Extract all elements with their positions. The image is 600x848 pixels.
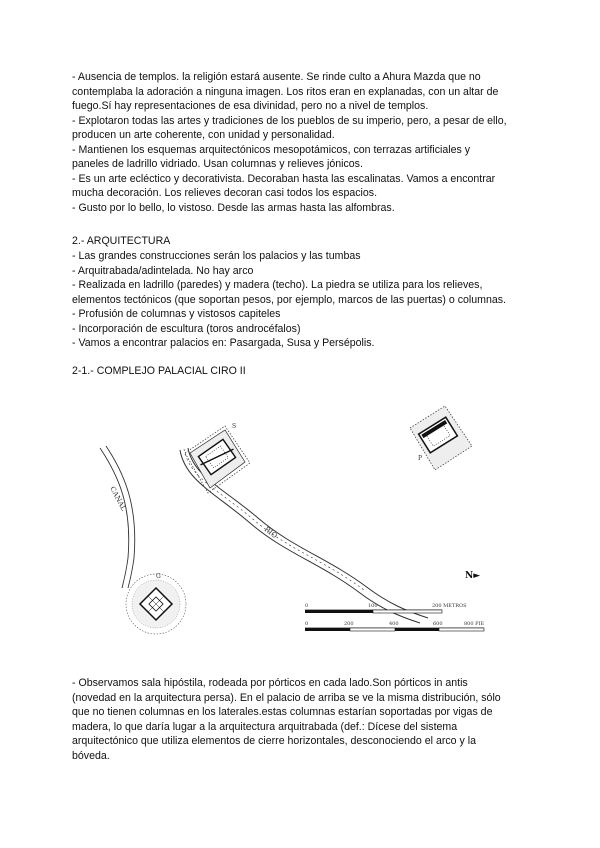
section2-item: elementos tectónicos (que soportan pesos, por ejemplo, marcos de las puertas) o columnas.: [72, 293, 506, 306]
intro-line: - Gusto por lo bello, lo vistoso. Desde las armas hasta las alfombras.: [72, 201, 395, 214]
section2-item: - Incorporación de escultura (toros androcéfalos): [72, 322, 301, 335]
section2-item: - Vamos a encontrar palacios en: Pasargada, Susa y Persépolis.: [72, 337, 375, 349]
scale-bottom-tick: 600: [433, 621, 443, 627]
section2-item: - Realizada en ladrillo (paredes) y madera (techo). La piedra se utiliza para los relieves,: [72, 279, 483, 291]
scale-bottom-tick: 0: [305, 621, 309, 627]
intro-line: - Es un arte ecléctico y decorativista. Decoraban hasta las escalinatas. Vamos a encontrar: [72, 172, 496, 185]
canal-label: CANAL: [108, 485, 128, 513]
intro-line: producen un arte coherente, con unidad y personalidad.: [72, 129, 335, 141]
river-label: RIO: [262, 525, 279, 541]
site-plan-figure: [80, 388, 520, 658]
intro-line: paneles de ladrillo vidriado. Usan columnas y relieves jónicos.: [72, 158, 363, 170]
gatehouse-g: [126, 574, 186, 634]
section2-item: - Arquitrabada/adintelada. No hay arco: [72, 264, 254, 277]
conclusion-line: madera, lo que daría lugar a la arquitectura arquitrabada (def.: Dícese del sistema: [72, 720, 458, 733]
north-arrow-icon: N►: [465, 571, 481, 581]
canal-lines: [100, 446, 135, 588]
scale-bottom-tick: 800 PIE: [464, 621, 485, 627]
scale-top-tick: 200 METROS: [432, 603, 467, 609]
conclusion-line: - Observamos sala hipóstila, rodeada por pórticos en cada lado.Son pórticos in antis: [72, 677, 468, 689]
section2-item: - Las grandes construcciones serán los palacios y las tumbas: [72, 250, 361, 262]
conclusion-paragraph: [72, 676, 528, 763]
intro-line: - Ausencia de templos. la religión estará ausente. Se rinde culto a Ahura Mazda que no: [72, 71, 481, 83]
scale-top-tick: 0: [305, 603, 309, 609]
palace-s: [185, 426, 250, 493]
conclusion-line: que no tienen columnas en los laterales.estas columnas estarían soportadas por vigas de: [72, 706, 493, 718]
section-heading: 2.- ARQUITECTURA: [72, 235, 171, 247]
label-s: S: [232, 423, 237, 430]
label-g: G: [156, 573, 161, 580]
conclusion-line: (novedad en la arquitectura persa). En el palacio de arriba se ve la misma distribución, sólo: [72, 691, 501, 704]
section2-item: - Profusión de columnas y vistosos capiteles: [72, 308, 281, 320]
intro-line: mucha decoración. Los relieves decoran casi todos los espacios.: [72, 187, 378, 199]
scale-top-tick: 100: [368, 603, 378, 609]
intro-line: fuego.Sí hay representaciones de esa divinidad, pero no a nivel de templos.: [72, 100, 429, 112]
conclusion-line: bóveda.: [72, 749, 110, 762]
scale-bottom-tick: 400: [389, 621, 399, 627]
intro-line: contemplaba la adoración a ninguna imagen. Los ritos eran en explanadas, con un altar de: [72, 85, 499, 98]
section2-list: [72, 249, 528, 351]
scale-bottom-tick: 200: [344, 621, 354, 627]
conclusion-line: arquitectónico que utiliza elementos de cierre horizontales, desconociendo el arco y la: [72, 735, 476, 747]
intro-line: - Mantienen los esquemas arquitectónicos mesopotámicos, con terrazas artificiales y: [72, 143, 471, 156]
label-p: P: [418, 455, 423, 462]
intro-list: [72, 70, 528, 215]
subsection-heading: 2-1.- COMPLEJO PALACIAL CIRO II: [72, 365, 246, 377]
intro-line: - Explotaron todas las artes y tradiciones de los pueblos de su imperio, pero, a pesar de ello,: [72, 114, 507, 127]
